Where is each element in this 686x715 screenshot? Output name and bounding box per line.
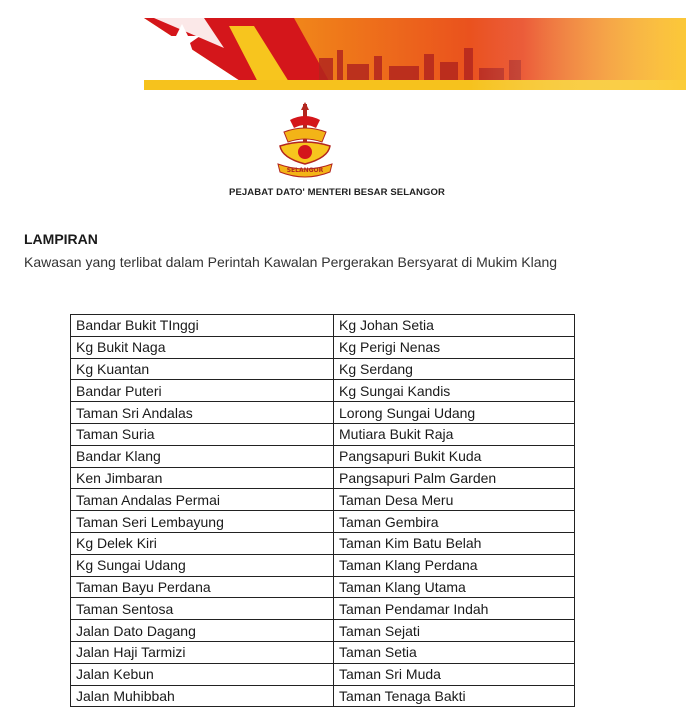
- table-cell-area: Pangsapuri Palm Garden: [334, 467, 575, 489]
- table-cell-area: Bandar Puteri: [71, 380, 334, 402]
- table-cell-area: Bandar Bukit TInggi: [71, 315, 334, 337]
- table-row: [71, 423, 575, 445]
- table-row: [71, 620, 575, 642]
- table-row: [71, 358, 575, 380]
- table-row: [71, 336, 575, 358]
- table-row: [71, 467, 575, 489]
- affected-areas-table: [70, 314, 575, 707]
- table-cell-area: Taman Desa Meru: [334, 489, 575, 511]
- table-cell-area: Taman Klang Utama: [334, 576, 575, 598]
- table-row: [71, 532, 575, 554]
- table-cell-area: Kg Kuantan: [71, 358, 334, 380]
- table-cell-area: Taman Sejati: [334, 620, 575, 642]
- table-row: [71, 489, 575, 511]
- table-row: [71, 685, 575, 707]
- table-cell-area: Kg Sungai Kandis: [334, 380, 575, 402]
- table-cell-area: Kg Serdang: [334, 358, 575, 380]
- selangor-crest-logo: [270, 102, 340, 188]
- table-cell-area: Kg Bukit Naga: [71, 336, 334, 358]
- table-cell-area: Kg Sungai Udang: [71, 554, 334, 576]
- crest-icon: [270, 102, 340, 188]
- table-cell-area: Mutiara Bukit Raja: [334, 423, 575, 445]
- document-description: Kawasan yang terlibat dalam Perintah Kawalan Pergerakan Bersyarat di Mukim Klang: [24, 254, 558, 270]
- svg-text:SELANGOR: SELANGOR: [286, 167, 324, 174]
- table-cell-area: Jalan Muhibbah: [71, 685, 334, 707]
- table-cell-area: Taman Gembira: [334, 511, 575, 533]
- table-cell-area: Taman Klang Perdana: [334, 554, 575, 576]
- table-cell-area: Ken Jimbaran: [71, 467, 334, 489]
- table-cell-area: Lorong Sungai Udang: [334, 402, 575, 424]
- table-cell-area: Taman Kim Batu Belah: [334, 532, 575, 554]
- table-cell-area: Taman Setia: [334, 641, 575, 663]
- table-cell-area: Jalan Dato Dagang: [71, 620, 334, 642]
- table-cell-area: Jalan Kebun: [71, 663, 334, 685]
- table-cell-area: Kg Delek Kiri: [71, 532, 334, 554]
- table-cell-area: Taman Suria: [71, 423, 334, 445]
- table-cell-area: Taman Sri Muda: [334, 663, 575, 685]
- table-cell-area: Pangsapuri Bukit Kuda: [334, 445, 575, 467]
- table-cell-area: Taman Bayu Perdana: [71, 576, 334, 598]
- header-banner: [144, 18, 686, 90]
- table-cell-area: Taman Pendamar Indah: [334, 598, 575, 620]
- table-row: [71, 554, 575, 576]
- banner-graphic: [144, 18, 686, 90]
- table-row: [71, 315, 575, 337]
- table-row: [71, 598, 575, 620]
- table-cell-area: Taman Sri Andalas: [71, 402, 334, 424]
- table-cell-area: Jalan Haji Tarmizi: [71, 641, 334, 663]
- table-cell-area: Taman Tenaga Bakti: [334, 685, 575, 707]
- office-name: PEJABAT DATO' MENTERI BESAR SELANGOR: [229, 187, 445, 198]
- table-row: [71, 641, 575, 663]
- table-cell-area: Kg Johan Setia: [334, 315, 575, 337]
- table-row: [71, 576, 575, 598]
- table-cell-area: Bandar Klang: [71, 445, 334, 467]
- table-row: [71, 380, 575, 402]
- table-row: [71, 402, 575, 424]
- table-row: [71, 511, 575, 533]
- table-row: [71, 445, 575, 467]
- table-cell-area: Taman Sentosa: [71, 598, 334, 620]
- table-row: [71, 663, 575, 685]
- table-cell-area: Kg Perigi Nenas: [334, 336, 575, 358]
- document-heading: LAMPIRAN: [24, 231, 98, 247]
- table-cell-area: Taman Andalas Permai: [71, 489, 334, 511]
- table-cell-area: Taman Seri Lembayung: [71, 511, 334, 533]
